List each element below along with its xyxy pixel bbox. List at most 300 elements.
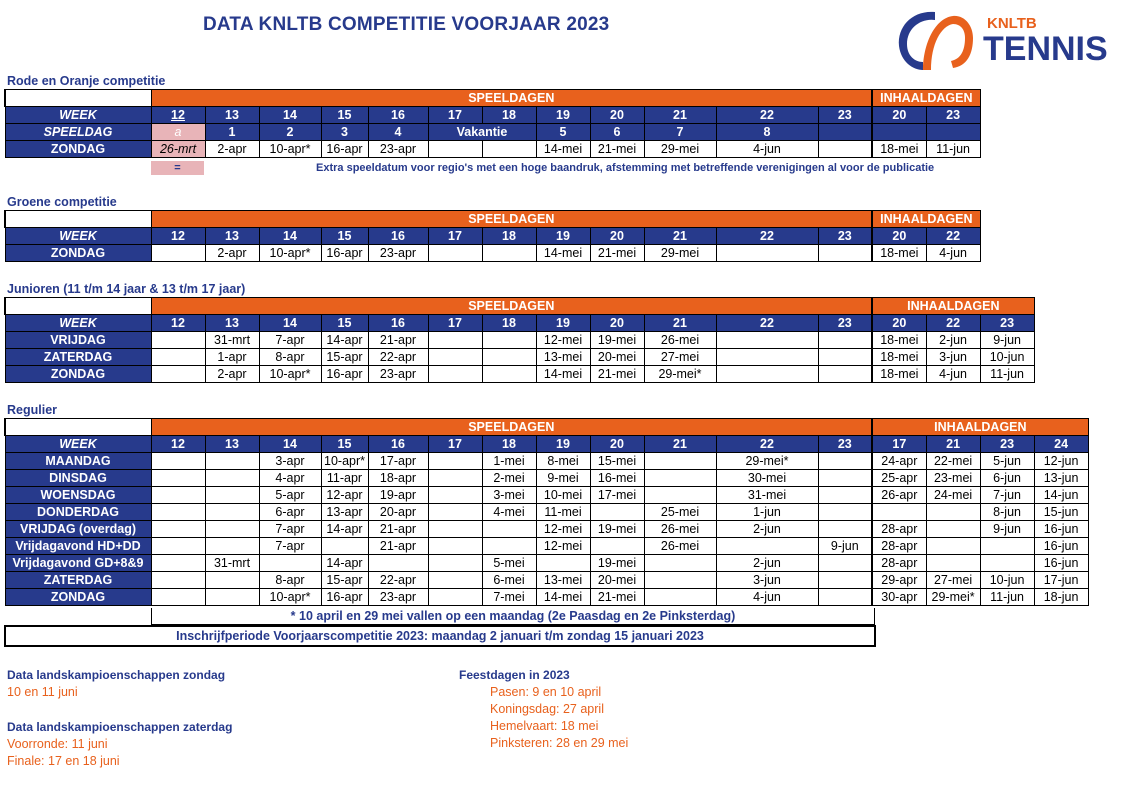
speeldag-label: SPEELDAG (5, 124, 151, 141)
week-number-cell: 18 (482, 107, 536, 124)
date-cell: 2-apr (205, 141, 259, 158)
date-cell (818, 504, 872, 521)
date-cell: 2-jun (716, 521, 818, 538)
date-cell: 13-mei (536, 349, 590, 366)
date-cell (818, 453, 872, 470)
date-cell: 26-mei (644, 538, 716, 555)
week-number-cell: 22 (716, 107, 818, 124)
date-cell (716, 366, 818, 383)
week-number-cell: 18 (482, 315, 536, 332)
inhaal-date-cell: 10-jun (980, 572, 1034, 589)
date-cell: 12-mei (536, 538, 590, 555)
date-cell: 22-apr (368, 572, 428, 589)
row-label: Vrijdagavond GD+8&9 (5, 555, 151, 572)
date-cell: 19-mei (590, 555, 644, 572)
speeldag-cell: 4 (368, 124, 428, 141)
date-cell (428, 487, 482, 504)
date-cell: 12-mei (536, 332, 590, 349)
date-cell: 21-apr (368, 332, 428, 349)
date-cell (818, 589, 872, 606)
date-cell (205, 572, 259, 589)
row-label: ZONDAG (5, 366, 151, 383)
date-cell (482, 141, 536, 158)
week-number-cell: 15 (321, 107, 368, 124)
date-cell: 20-mei (590, 572, 644, 589)
inhaal-date-cell: 18-mei (872, 141, 926, 158)
date-cell (716, 332, 818, 349)
week-number-cell: 21 (644, 315, 716, 332)
table-regulier (4, 418, 1089, 606)
inhaal-week-cell: 20 (872, 315, 926, 332)
date-cell (644, 453, 716, 470)
speeldagen-header: SPEELDAGEN (151, 298, 872, 315)
date-cell (151, 504, 205, 521)
date-cell: 8-apr (259, 572, 321, 589)
inschrijfperiode-banner: Inschrijfperiode Voorjaarscompetitie 2023: maandag 2 januari t/m zondag 15 januari 2023 (4, 625, 876, 647)
speeldag-cell: 6 (590, 124, 644, 141)
inhaal-week-cell: 17 (872, 436, 926, 453)
inhaal-date-cell: 2-jun (926, 332, 980, 349)
date-cell: 14-apr (321, 555, 368, 572)
date-cell (151, 555, 205, 572)
speeldag-cell: 2 (259, 124, 321, 141)
date-cell: 20-mei (590, 349, 644, 366)
inhaal-date-cell: 28-apr (872, 521, 926, 538)
week-number-cell: 15 (321, 228, 368, 245)
date-cell: 22-apr (368, 349, 428, 366)
week-number-cell: 16 (368, 315, 428, 332)
speeldag-cell: 7 (644, 124, 716, 141)
week-number-cell: 23 (818, 107, 872, 124)
inhaal-date-cell (926, 521, 980, 538)
date-cell: 19-mei (590, 332, 644, 349)
week-number-cell: 17 (428, 107, 482, 124)
speeldag-cell: a (151, 124, 205, 141)
header-blank-cell (5, 211, 151, 228)
date-cell: 13-apr (321, 504, 368, 521)
date-cell: 15-mei (590, 453, 644, 470)
date-cell: 23-apr (368, 589, 428, 606)
date-cell (428, 538, 482, 555)
date-cell (716, 538, 818, 555)
week-number-cell: 23 (818, 228, 872, 245)
inhaal-date-cell: 7-jun (980, 487, 1034, 504)
inhaal-date-cell: 17-jun (1034, 572, 1088, 589)
date-cell: 10-apr* (321, 453, 368, 470)
date-cell (590, 538, 644, 555)
week-number-cell: 19 (536, 315, 590, 332)
date-cell: 16-mei (590, 470, 644, 487)
inhaal-date-cell: 5-jun (980, 453, 1034, 470)
speeldag-vakantie-cell: Vakantie (428, 124, 536, 141)
inhaal-date-cell (926, 555, 980, 572)
date-cell: 9-jun (818, 538, 872, 555)
date-cell: 4-jun (716, 141, 818, 158)
speeldag-cell (818, 124, 872, 141)
week-label: WEEK (5, 315, 151, 332)
date-cell: 7-apr (259, 521, 321, 538)
date-cell: 31-mrt (205, 555, 259, 572)
date-cell: 12-apr (321, 487, 368, 504)
week-number-cell: 14 (259, 436, 321, 453)
inhaaldagen-header: INHAALDAGEN (872, 211, 980, 228)
week-number-cell: 19 (536, 228, 590, 245)
lk-zaterdag-finale: Finale: 17 en 18 juni (7, 754, 120, 768)
week-number-cell: 18 (482, 228, 536, 245)
date-cell: 1-jun (716, 504, 818, 521)
date-cell: 2-apr (205, 366, 259, 383)
week-number-cell: 12 (151, 228, 205, 245)
week-number-cell: 22 (716, 228, 818, 245)
date-cell: 31-mrt (205, 332, 259, 349)
date-cell (536, 555, 590, 572)
date-cell (368, 555, 428, 572)
row-label: MAANDAG (5, 453, 151, 470)
date-cell (151, 366, 205, 383)
week-number-cell: 22 (716, 436, 818, 453)
inhaal-date-cell: 9-jun (980, 521, 1034, 538)
date-cell (259, 555, 321, 572)
date-cell (482, 349, 536, 366)
footnote-paasdag-pinksterdag: * 10 april en 29 mei vallen op een maandag (2e Paasdag en 2e Pinksterdag) (151, 608, 875, 625)
inhaal-speeldag-cell (926, 124, 980, 141)
date-cell (482, 366, 536, 383)
row-label: ZONDAG (5, 245, 151, 262)
week-number-cell: 14 (259, 107, 321, 124)
date-cell: 29-mei (644, 141, 716, 158)
inhaal-date-cell: 25-apr (872, 470, 926, 487)
inhaal-date-cell: 16-jun (1034, 555, 1088, 572)
date-cell: 17-mei (590, 487, 644, 504)
row-label: ZONDAG (5, 589, 151, 606)
date-cell: 2-apr (205, 245, 259, 262)
week-number-cell: 12 (151, 107, 205, 124)
lk-zaterdag-voorronde: Voorronde: 11 juni (7, 737, 108, 751)
date-cell (205, 470, 259, 487)
date-cell: 20-apr (368, 504, 428, 521)
date-cell: 15-apr (321, 572, 368, 589)
date-cell: 7-apr (259, 538, 321, 555)
date-cell: 23-apr (368, 141, 428, 158)
date-cell (818, 366, 872, 383)
row-label: VRIJDAG (5, 332, 151, 349)
date-cell (590, 504, 644, 521)
inhaal-date-cell: 23-mei (926, 470, 980, 487)
date-cell: 14-mei (536, 589, 590, 606)
date-cell: 30-mei (716, 470, 818, 487)
date-cell: 7-apr (259, 332, 321, 349)
date-cell: 3-mei (482, 487, 536, 504)
date-cell (428, 572, 482, 589)
week-number-cell: 23 (818, 436, 872, 453)
date-cell: 16-apr (321, 245, 368, 262)
date-cell (205, 521, 259, 538)
date-cell: 14-mei (536, 366, 590, 383)
date-cell (482, 521, 536, 538)
date-cell (818, 572, 872, 589)
inhaal-date-cell: 22-mei (926, 453, 980, 470)
inhaal-date-cell: 11-jun (926, 141, 980, 158)
svg-text:TENNIS: TENNIS (983, 30, 1108, 68)
inhaal-date-cell: 28-apr (872, 555, 926, 572)
date-cell (428, 589, 482, 606)
date-cell (644, 589, 716, 606)
date-cell: 29-mei* (644, 366, 716, 383)
date-cell: 6-apr (259, 504, 321, 521)
date-cell (151, 572, 205, 589)
week-number-cell: 16 (368, 228, 428, 245)
week-number-cell: 17 (428, 436, 482, 453)
date-cell: 10-apr* (259, 366, 321, 383)
header-blank-cell (5, 419, 151, 436)
inhaal-date-cell (980, 555, 1034, 572)
table-junioren (4, 297, 1035, 383)
date-cell: 26-mei (644, 521, 716, 538)
date-cell: 17-apr (368, 453, 428, 470)
date-cell: 10-apr* (259, 245, 321, 262)
inhaal-date-cell: 14-jun (1034, 487, 1088, 504)
date-cell: 16-apr (321, 589, 368, 606)
date-cell: 2-jun (716, 555, 818, 572)
week-number-cell: 18 (482, 436, 536, 453)
inhaal-week-cell: 21 (926, 436, 980, 453)
speeldag-cell: 8 (716, 124, 818, 141)
inhaal-date-cell: 16-jun (1034, 521, 1088, 538)
date-cell: 21-apr (368, 538, 428, 555)
date-cell (151, 538, 205, 555)
date-cell (818, 245, 872, 262)
week-number-cell: 13 (205, 436, 259, 453)
week-number-cell: 23 (818, 315, 872, 332)
feestdagen-title: Feestdagen in 2023 (459, 668, 570, 682)
date-cell: 8-mei (536, 453, 590, 470)
inhaal-date-cell: 4-jun (926, 245, 980, 262)
date-cell (205, 453, 259, 470)
inhaaldagen-header: INHAALDAGEN (872, 90, 980, 107)
header-blank-cell (5, 90, 151, 107)
inhaal-date-cell: 10-jun (980, 349, 1034, 366)
week-number-cell: 21 (644, 228, 716, 245)
date-cell (818, 521, 872, 538)
inhaal-speeldag-cell (872, 124, 926, 141)
date-cell (151, 349, 205, 366)
inhaal-date-cell: 28-apr (872, 538, 926, 555)
date-cell (818, 332, 872, 349)
date-cell (151, 332, 205, 349)
inhaal-date-cell: 24-mei (926, 487, 980, 504)
date-cell: 26-mrt (151, 141, 205, 158)
week-number-cell: 13 (205, 228, 259, 245)
section-title-regulier: Regulier (7, 403, 58, 417)
row-label: Vrijdagavond HD+DD (5, 538, 151, 555)
inhaal-date-cell: 15-jun (1034, 504, 1088, 521)
date-cell (205, 538, 259, 555)
date-cell (644, 572, 716, 589)
header-blank-cell (5, 298, 151, 315)
inhaal-date-cell (926, 504, 980, 521)
inhaal-week-cell: 23 (980, 436, 1034, 453)
pink-legend: = (151, 161, 204, 175)
week-label: WEEK (5, 107, 151, 124)
row-label: DONDERDAG (5, 504, 151, 521)
date-cell (428, 349, 482, 366)
date-cell: 16-apr (321, 141, 368, 158)
date-cell: 4-mei (482, 504, 536, 521)
date-cell: 5-mei (482, 555, 536, 572)
date-cell (716, 349, 818, 366)
date-cell: 21-apr (368, 521, 428, 538)
date-cell (205, 589, 259, 606)
lk-zondag-title: Data landskampioenschappen zondag (7, 668, 226, 682)
date-cell (151, 589, 205, 606)
date-cell (205, 504, 259, 521)
date-cell (482, 332, 536, 349)
date-cell (428, 453, 482, 470)
date-cell (321, 538, 368, 555)
inhaal-date-cell: 4-jun (926, 366, 980, 383)
date-cell: 23-apr (368, 245, 428, 262)
date-cell: 14-apr (321, 332, 368, 349)
week-label: WEEK (5, 228, 151, 245)
date-cell: 4-jun (716, 589, 818, 606)
date-cell: 29-mei (644, 245, 716, 262)
week-number-cell: 16 (368, 436, 428, 453)
date-cell: 1-mei (482, 453, 536, 470)
date-cell: 23-apr (368, 366, 428, 383)
week-number-cell: 15 (321, 436, 368, 453)
row-label: DINSDAG (5, 470, 151, 487)
date-cell (151, 521, 205, 538)
feestdag-item: Pinksteren: 28 en 29 mei (490, 736, 629, 750)
date-cell: 26-mei (644, 332, 716, 349)
inhaal-date-cell: 6-jun (980, 470, 1034, 487)
date-cell: 5-apr (259, 487, 321, 504)
lk-zondag-text: 10 en 11 juni (7, 685, 78, 699)
date-cell (818, 555, 872, 572)
date-cell: 10-apr* (259, 589, 321, 606)
date-cell: 21-mei (590, 141, 644, 158)
week-number-cell: 20 (590, 107, 644, 124)
row-label: ZONDAG (5, 141, 151, 158)
knltb-tennis-logo (893, 4, 1108, 74)
date-cell (151, 453, 205, 470)
date-cell (428, 332, 482, 349)
date-cell: 13-mei (536, 572, 590, 589)
date-cell: 10-apr* (259, 141, 321, 158)
date-cell (644, 555, 716, 572)
date-cell (428, 555, 482, 572)
inhaal-week-cell: 22 (926, 315, 980, 332)
date-cell (205, 487, 259, 504)
date-cell: 11-apr (321, 470, 368, 487)
inhaal-date-cell: 12-jun (1034, 453, 1088, 470)
speeldag-cell: 1 (205, 124, 259, 141)
inhaal-date-cell: 18-mei (872, 245, 926, 262)
svg-text:KNLTB: KNLTB (987, 15, 1037, 32)
inhaal-date-cell: 11-jun (980, 366, 1034, 383)
date-cell (818, 487, 872, 504)
date-cell (428, 141, 482, 158)
week-number-cell: 19 (536, 436, 590, 453)
week-number-cell: 16 (368, 107, 428, 124)
speeldag-cell: 3 (321, 124, 368, 141)
section-title-rode-oranje: Rode en Oranje competitie (7, 74, 166, 88)
week-number-cell: 12 (151, 436, 205, 453)
date-cell (716, 245, 818, 262)
inhaal-date-cell: 29-mei* (926, 589, 980, 606)
inhaal-week-cell: 22 (926, 228, 980, 245)
date-cell (818, 141, 872, 158)
inhaal-week-cell: 20 (872, 107, 926, 124)
date-cell: 3-apr (259, 453, 321, 470)
date-cell (151, 245, 205, 262)
date-cell (818, 470, 872, 487)
date-cell: 3-jun (716, 572, 818, 589)
date-cell: 18-apr (368, 470, 428, 487)
date-cell: 8-apr (259, 349, 321, 366)
week-number-cell: 20 (590, 228, 644, 245)
date-cell: 16-apr (321, 366, 368, 383)
date-cell (482, 538, 536, 555)
page-title: DATA KNLTB COMPETITIE VOORJAAR 2023 (203, 14, 610, 35)
date-cell: 12-mei (536, 521, 590, 538)
inhaal-date-cell: 13-jun (1034, 470, 1088, 487)
row-label: VRIJDAG (overdag) (5, 521, 151, 538)
inhaal-date-cell (980, 538, 1034, 555)
table-rode-oranje (4, 89, 981, 158)
date-cell: 1-apr (205, 349, 259, 366)
inhaal-date-cell: 9-jun (980, 332, 1034, 349)
inhaal-date-cell: 27-mei (926, 572, 980, 589)
inhaal-date-cell: 18-mei (872, 349, 926, 366)
inhaal-date-cell: 18-mei (872, 332, 926, 349)
date-cell: 21-mei (590, 245, 644, 262)
row-label: ZATERDAG (5, 349, 151, 366)
table-groene (4, 210, 981, 262)
week-number-cell: 13 (205, 315, 259, 332)
section-title-groene: Groene competitie (7, 195, 117, 209)
date-cell (428, 245, 482, 262)
inhaal-date-cell: 16-jun (1034, 538, 1088, 555)
feestdag-item: Pasen: 9 en 10 april (490, 685, 602, 699)
date-cell (644, 487, 716, 504)
date-cell (151, 470, 205, 487)
date-cell: 21-mei (590, 589, 644, 606)
date-cell: 15-apr (321, 349, 368, 366)
speeldag-cell: 5 (536, 124, 590, 141)
week-number-cell: 17 (428, 315, 482, 332)
date-cell: 31-mei (716, 487, 818, 504)
speeldagen-header: SPEELDAGEN (151, 211, 872, 228)
feestdag-item: Koningsdag: 27 april (490, 702, 604, 716)
week-number-cell: 20 (590, 315, 644, 332)
date-cell (818, 349, 872, 366)
date-cell (428, 521, 482, 538)
inhaal-date-cell: 24-apr (872, 453, 926, 470)
date-cell (428, 470, 482, 487)
date-cell: 14-mei (536, 141, 590, 158)
week-number-cell: 12 (151, 315, 205, 332)
date-cell: 19-mei (590, 521, 644, 538)
date-cell: 10-mei (536, 487, 590, 504)
date-cell: 19-apr (368, 487, 428, 504)
inhaal-date-cell (872, 504, 926, 521)
inhaal-date-cell: 26-apr (872, 487, 926, 504)
week-number-cell: 15 (321, 315, 368, 332)
week-number-cell: 13 (205, 107, 259, 124)
extra-speeldatum-note: Extra speeldatum voor regio's met een hoge baandruk, afstemming met betreffende verenigingen al voor de publicatie (316, 162, 935, 174)
week-number-cell: 19 (536, 107, 590, 124)
